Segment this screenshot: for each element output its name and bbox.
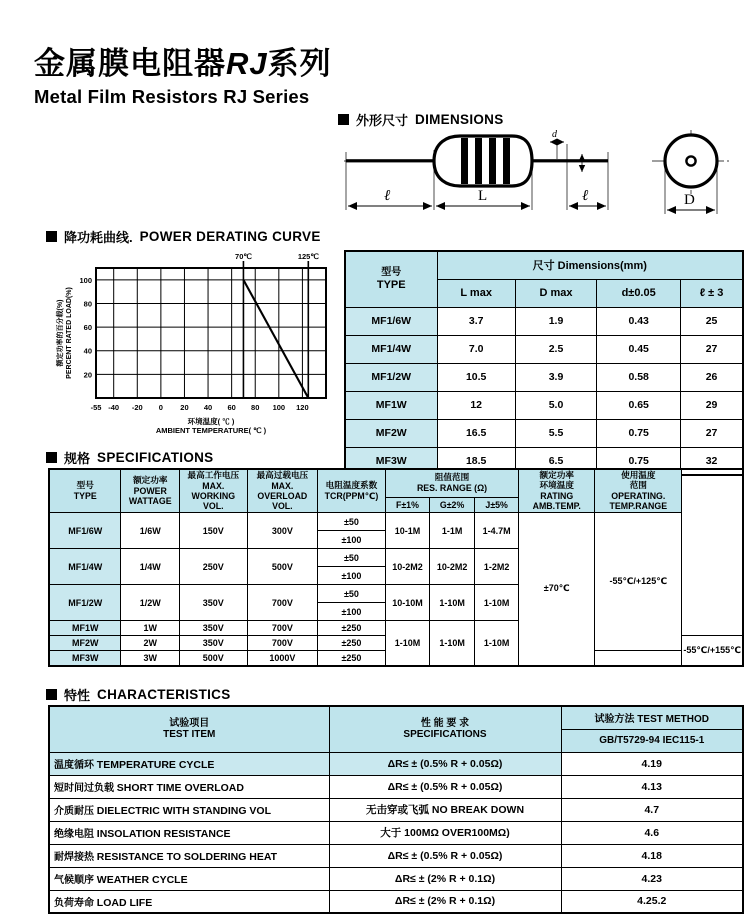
dimensions-heading-en: DIMENSIONS — [415, 112, 504, 127]
title-english: Metal Film Resistors RJ Series — [34, 85, 310, 107]
dim-cell-type: MF3W — [345, 447, 437, 475]
spec-cell-tcr-100: ±100 — [318, 603, 386, 621]
dim-cell-dmax: 2.5 — [515, 335, 596, 363]
spec-cell-optemp-upper: -55℃/+125℃ — [595, 513, 682, 651]
dim-cell-lmax: 12 — [437, 391, 515, 419]
spec-cell-tcr: ±250 — [318, 651, 386, 666]
spec-cell-working: 350V — [180, 585, 247, 621]
dim-cell-lead: 32 — [681, 447, 743, 475]
char-cell-spec: ΔR≤ ± (0.5% R + 0.05Ω) — [329, 752, 561, 775]
section-heading-dimensions — [338, 110, 504, 129]
spec-cell-j: 1-10M — [475, 585, 519, 621]
char-cell-item: 短时间过负载 SHORT TIME OVERLOAD — [49, 775, 329, 798]
x-tick-label: 120 — [296, 403, 309, 412]
diameter-label: D — [684, 192, 695, 208]
dim-cell-lmax: 7.0 — [437, 335, 515, 363]
dim-cell-dtol: 0.45 — [597, 335, 681, 363]
spec-header-type: 型号 TYPE — [49, 469, 121, 513]
dim-header-col-0: L max — [437, 279, 515, 307]
spec-header-rating: 额定功率 环境温度 RATING AMB.TEMP. — [519, 469, 595, 513]
dim-cell-lead: 25 — [681, 307, 743, 335]
dim-cell-type: MF1W — [345, 391, 437, 419]
specifications-heading-cn: 规格 — [64, 451, 91, 466]
dim-cell-dtol: 0.65 — [597, 391, 681, 419]
dim-cell-dmax: 5.0 — [515, 391, 596, 419]
table-row — [345, 363, 743, 391]
y-tick-label: 60 — [83, 323, 92, 333]
dim-header-col-3: ℓ ± 3 — [681, 279, 743, 307]
spec-cell-overload: 700V — [247, 621, 318, 636]
dim-header-type: 型号 TYPE — [345, 251, 437, 307]
char-cell-spec: ΔR≤ ± (0.5% R + 0.05Ω) — [329, 844, 561, 867]
char-cell-spec: ΔR≤ ± (0.5% R + 0.05Ω) — [329, 775, 561, 798]
dim-cell-lmax: 18.5 — [437, 447, 515, 475]
char-cell-item: 负荷寿命 LOAD LIFE — [49, 890, 329, 913]
table-row — [49, 844, 743, 867]
wire-dia-label: d — [552, 129, 557, 140]
char-cell-method: 4.13 — [561, 775, 743, 798]
specifications-table — [48, 468, 744, 667]
spec-cell-overload: 700V — [247, 636, 318, 651]
char-cell-spec: ΔR≤ ± (2% R + 0.1Ω) — [329, 890, 561, 913]
dim-cell-lead: 26 — [681, 363, 743, 391]
spec-cell-wattage: 1W — [121, 621, 180, 636]
dim-cell-dtol: 0.75 — [597, 419, 681, 447]
characteristics-heading-en: CHARACTERISTICS — [97, 687, 231, 702]
dim-cell-lmax: 3.7 — [437, 307, 515, 335]
table-row — [345, 419, 743, 447]
x-tick-label: 80 — [251, 403, 260, 412]
spec-cell-wattage: 3W — [121, 651, 180, 666]
spec-cell-f: 10-2M2 — [385, 549, 429, 585]
spec-cell-j: 1-2M2 — [475, 549, 519, 585]
spec-cell-overload: 300V — [247, 513, 318, 549]
spec-cell-tcr: ±250 — [318, 636, 386, 651]
derating-chart-svg — [48, 248, 338, 438]
y-axis-label-cn: 额定功率的百分载(%) — [57, 299, 64, 367]
chart-annotation: 125℃ — [297, 252, 319, 261]
table-row — [49, 821, 743, 844]
title-chinese-main: 金属膜电阻器 — [34, 46, 226, 81]
spec-cell-overload: 500V — [247, 549, 318, 585]
dim-cell-dtol: 0.43 — [597, 307, 681, 335]
spec-header-tcr: 电阻温度系数 TCR(PPM℃) — [318, 469, 386, 513]
spec-header-tol-1: G±2% — [430, 497, 475, 513]
characteristics-table — [48, 705, 744, 914]
dim-cell-dmax: 6.5 — [515, 447, 596, 475]
spec-header-optemp: 使用温度 范围 OPERATING. TEMP.RANGE — [595, 469, 682, 513]
y-axis-label-en: PERCENT RATED LOAD(%) — [66, 287, 73, 379]
char-cell-method: 4.19 — [561, 752, 743, 775]
dim-cell-type: MF1/4W — [345, 335, 437, 363]
spec-cell-g: 1-10M — [430, 585, 475, 621]
spec-header-wattage: 额定功率 POWER WATTAGE — [121, 469, 180, 513]
spec-cell-working: 250V — [180, 549, 247, 585]
spec-cell-g: 10-2M2 — [430, 549, 475, 585]
char-cell-method: 4.6 — [561, 821, 743, 844]
spec-cell-working: 350V — [180, 621, 247, 636]
spec-cell-tcr-100: ±100 — [318, 531, 386, 549]
derating-heading-cn: 降功耗曲线. — [64, 230, 133, 245]
spec-cell-tcr: ±250 — [318, 621, 386, 636]
spec-cell-j: 1-4.7M — [475, 513, 519, 549]
dim-cell-dmax: 5.5 — [515, 419, 596, 447]
dim-cell-type: MF2W — [345, 419, 437, 447]
x-tick-label: -20 — [131, 403, 143, 412]
char-cell-method: 4.7 — [561, 798, 743, 821]
derating-line — [243, 280, 308, 398]
spec-header-tol-2: J±5% — [475, 497, 519, 513]
dim-cell-lead: 27 — [681, 335, 743, 363]
dim-cell-type: MF1/6W — [345, 307, 437, 335]
y-tick-label: 20 — [83, 370, 92, 380]
title-chinese — [34, 48, 332, 81]
dim-cell-lmax: 10.5 — [437, 363, 515, 391]
spec-cell-working: 350V — [180, 636, 247, 651]
dimensions-heading-cn: 外形尺寸 — [356, 113, 409, 128]
table-row — [49, 890, 743, 913]
table-row — [49, 867, 743, 890]
spec-cell-type: MF1/4W — [49, 549, 121, 585]
dim-cell-dmax: 3.9 — [515, 363, 596, 391]
char-header-standard: GB/T5729-94 IEC115-1 — [561, 729, 743, 752]
square-bullet-icon — [46, 452, 57, 463]
spec-cell-f: 10-10M — [385, 585, 429, 621]
dim-cell-lead: 29 — [681, 391, 743, 419]
x-tick-label: 0 — [158, 403, 163, 412]
x-tick-label: -55 — [90, 403, 102, 412]
spec-cell-g: 1-1M — [430, 513, 475, 549]
char-cell-method: 4.18 — [561, 844, 743, 867]
x-tick-label: 60 — [227, 403, 236, 412]
char-cell-item: 耐焊接热 RESISTANCE TO SOLDERING HEAT — [49, 844, 329, 867]
spec-cell-tcr-100: ±100 — [318, 567, 386, 585]
y-tick-label: 100 — [79, 275, 92, 285]
spec-cell-type: MF1/6W — [49, 513, 121, 549]
spec-cell-optemp-lower: -55℃/+155℃ — [682, 636, 743, 666]
table-row — [49, 513, 743, 531]
char-cell-method: 4.23 — [561, 867, 743, 890]
spec-cell-wattage: 1/4W — [121, 549, 180, 585]
table-row — [345, 335, 743, 363]
chart-annotation: 70℃ — [235, 252, 252, 261]
table-row — [49, 752, 743, 775]
title-series-code: RJ — [226, 46, 268, 81]
resistor-outline-drawing — [336, 128, 748, 236]
spec-cell-wattage: 2W — [121, 636, 180, 651]
char-cell-spec: ΔR≤ ± (2% R + 0.1Ω) — [329, 867, 561, 890]
dim-cell-dmax: 1.9 — [515, 307, 596, 335]
char-header-spec: 性 能 要 求 SPECIFICATIONS — [329, 706, 561, 752]
spec-cell-type: MF3W — [49, 651, 121, 666]
y-tick-label: 80 — [83, 299, 92, 309]
spec-header-range-group: 阻值范围 RES. RANGE (Ω) — [385, 469, 519, 497]
x-tick-label: -40 — [108, 403, 120, 412]
specifications-heading-en: SPECIFICATIONS — [97, 450, 214, 465]
section-heading-specifications — [46, 448, 213, 467]
dim-cell-type: MF1/2W — [345, 363, 437, 391]
char-cell-spec: 大于 100MΩ OVER100MΩ) — [329, 821, 561, 844]
dim-cell-dtol: 0.75 — [597, 447, 681, 475]
char-cell-item: 气候顺序 WEATHER CYCLE — [49, 867, 329, 890]
char-header-method: 试验方法 TEST METHOD — [561, 706, 743, 729]
table-row — [345, 307, 743, 335]
page-title — [34, 48, 332, 108]
dim-cell-lead: 27 — [681, 419, 743, 447]
x-axis-label-cn: 环境温度( ℃ ) — [187, 417, 235, 426]
dim-cell-dtol: 0.58 — [597, 363, 681, 391]
dim-header-col-2: d±0.05 — [597, 279, 681, 307]
char-cell-item: 温度循环 TEMPERATURE CYCLE — [49, 752, 329, 775]
dim-cell-lmax: 16.5 — [437, 419, 515, 447]
spec-cell-j: 1-10M — [475, 621, 519, 666]
spec-cell-tcr-50: ±50 — [318, 549, 386, 567]
char-cell-item: 介质耐压 DIELECTRIC WITH STANDING VOL — [49, 798, 329, 821]
left-lead-label: ℓ — [384, 188, 391, 204]
char-cell-spec: 无击穿或飞弧 NO BREAK DOWN — [329, 798, 561, 821]
square-bullet-icon — [46, 689, 57, 700]
square-bullet-icon — [46, 231, 57, 242]
char-cell-method: 4.25.2 — [561, 890, 743, 913]
square-bullet-icon — [338, 114, 349, 125]
x-axis-label-en: AMBIENT TEMPERATURE( ℃ ) — [155, 426, 267, 435]
characteristics-heading-cn: 特性 — [64, 688, 91, 703]
right-lead-label: ℓ — [582, 188, 589, 204]
spec-header-tol-0: F±1% — [385, 497, 429, 513]
dim-header-group: 尺寸 Dimensions(mm) — [437, 251, 743, 279]
spec-cell-working: 150V — [180, 513, 247, 549]
x-tick-label: 20 — [180, 403, 189, 412]
resistor-drawing-svg — [336, 128, 748, 236]
table-row — [345, 391, 743, 419]
spec-cell-overload: 1000V — [247, 651, 318, 666]
spec-cell-wattage: 1/6W — [121, 513, 180, 549]
spec-cell-type: MF1W — [49, 621, 121, 636]
x-tick-label: 40 — [203, 403, 213, 412]
spec-header-overload: 最高过载电压 MAX. OVERLOAD VOL. — [247, 469, 318, 513]
section-heading-characteristics — [46, 685, 231, 704]
title-chinese-tail: 系列 — [267, 46, 332, 81]
spec-cell-working: 500V — [180, 651, 247, 666]
power-derating-chart — [48, 248, 338, 438]
table-row — [49, 775, 743, 798]
spec-cell-type: MF1/2W — [49, 585, 121, 621]
spec-header-working: 最高工作电压 MAX. WORKING VOL. — [180, 469, 247, 513]
spec-cell-tcr-50: ±50 — [318, 513, 386, 531]
body-length-label: L — [478, 188, 488, 204]
char-cell-item: 绝缘电阻 INSOLATION RESISTANCE — [49, 821, 329, 844]
spec-cell-f: 10-1M — [385, 513, 429, 549]
dimensions-table — [344, 250, 744, 476]
x-tick-label: 100 — [272, 403, 286, 412]
section-heading-derating — [46, 227, 321, 246]
derating-heading-en: POWER DERATING CURVE — [139, 229, 321, 244]
char-header-item: 试验项目 TEST ITEM — [49, 706, 329, 752]
spec-cell-f: 1-10M — [385, 621, 429, 666]
spec-cell-g: 1-10M — [430, 621, 475, 666]
table-row — [49, 798, 743, 821]
y-tick-label: 40 — [83, 346, 92, 356]
spec-cell-type: MF2W — [49, 636, 121, 651]
spec-cell-wattage: 1/2W — [121, 585, 180, 621]
spec-cell-overload: 700V — [247, 585, 318, 621]
dim-header-col-1: D max — [515, 279, 596, 307]
spec-cell-rating-amb: ±70℃ — [519, 513, 595, 666]
spec-cell-tcr-50: ±50 — [318, 585, 386, 603]
